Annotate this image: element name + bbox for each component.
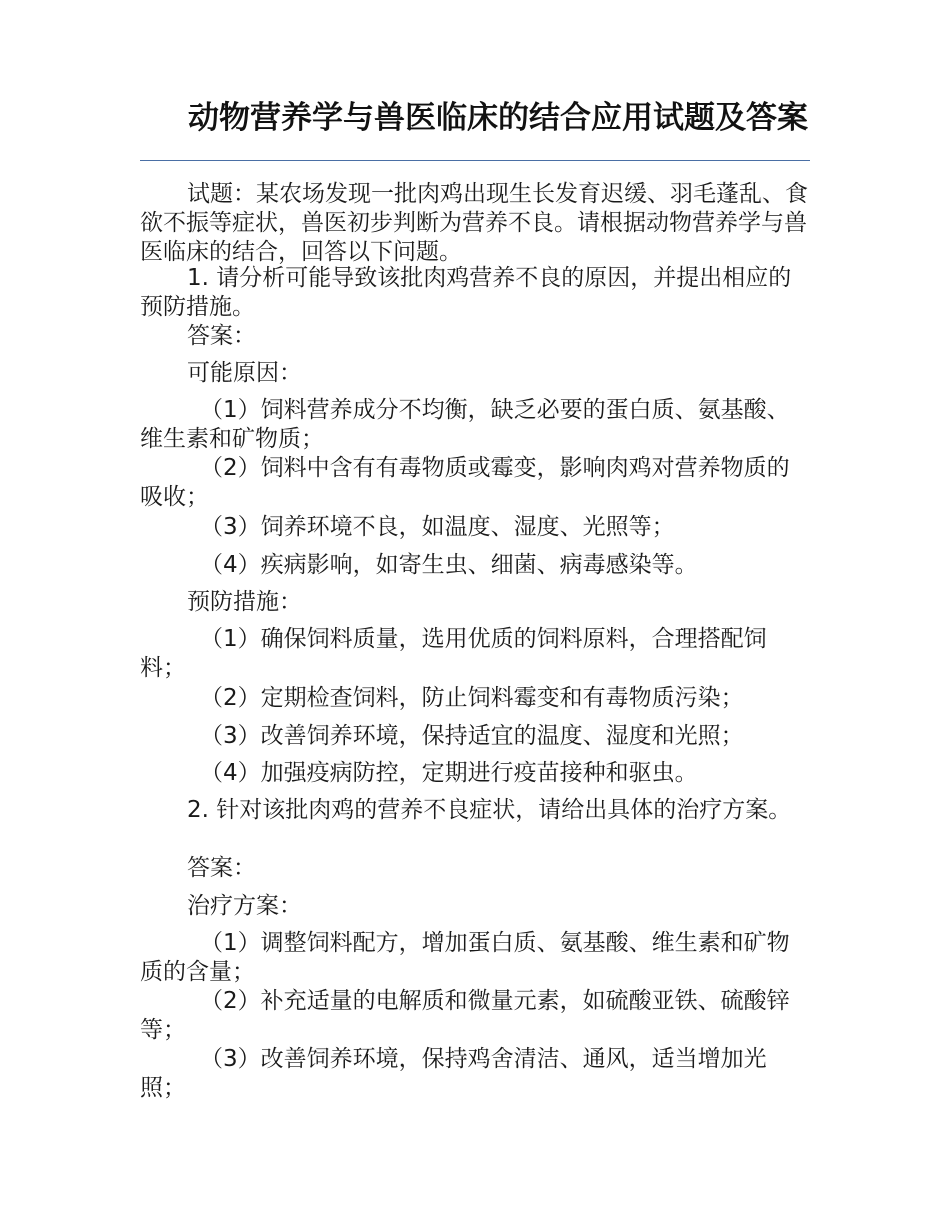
cause-item-2: （2）饲料中含有有毒物质或霉变，影响肉鸡对营养物质的吸收；	[140, 455, 790, 510]
prevention-item-3: （3）改善饲养环境，保持适宜的温度、湿度和光照；	[200, 723, 744, 749]
title-underline	[140, 160, 810, 161]
prevention-item-2: （2）定期检查饲料，防止饲料霉变和有毒物质污染；	[200, 685, 744, 711]
question-1: 1. 请分析可能导致该批肉鸡营养不良的原因，并提出相应的预防措施。	[140, 265, 792, 320]
answer-label-1: 答案：	[187, 323, 256, 349]
causes-heading: 可能原因：	[187, 360, 302, 386]
cause-item-4: （4）疾病影响，如寄生虫、细菌、病毒感染等。	[200, 552, 698, 578]
prevention-item-4: （4）加强疫病防控，定期进行疫苗接种和驱虫。	[200, 760, 698, 786]
question-2: 2. 针对该批肉鸡的营养不良症状，请给出具体的治疗方案。	[187, 797, 792, 823]
treatment-item-3: （3）改善饲养环境，保持鸡舍清洁、通风，适当增加光照；	[140, 1046, 767, 1101]
question-intro: 试题：某农场发现一批肉鸡出现生长发育迟缓、羽毛蓬乱、食欲不振等症状，兽医初步判断为营养不良。请根据动物营养学与兽医临床的结合，回答以下问题。	[140, 181, 808, 265]
treatment-item-2: （2）补充适量的电解质和微量元素，如硫酸亚铁、硫酸锌等；	[140, 988, 790, 1043]
treatment-heading: 治疗方案：	[187, 893, 302, 919]
answer-label-2: 答案：	[187, 855, 256, 881]
cause-item-1: （1）饲料营养成分不均衡，缺乏必要的蛋白质、氨基酸、维生素和矿物质；	[140, 397, 790, 452]
prevention-heading: 预防措施：	[187, 589, 302, 615]
prevention-item-1: （1）确保饲料质量，选用优质的饲料原料，合理搭配饲料；	[140, 626, 767, 681]
document-title: 动物营养学与兽医临床的结合应用试题及答案	[188, 100, 808, 136]
cause-item-3: （3）饲养环境不良，如温度、湿度、光照等；	[200, 514, 675, 540]
treatment-item-1: （1）调整饲料配方，增加蛋白质、氨基酸、维生素和矿物质的含量；	[140, 930, 790, 985]
